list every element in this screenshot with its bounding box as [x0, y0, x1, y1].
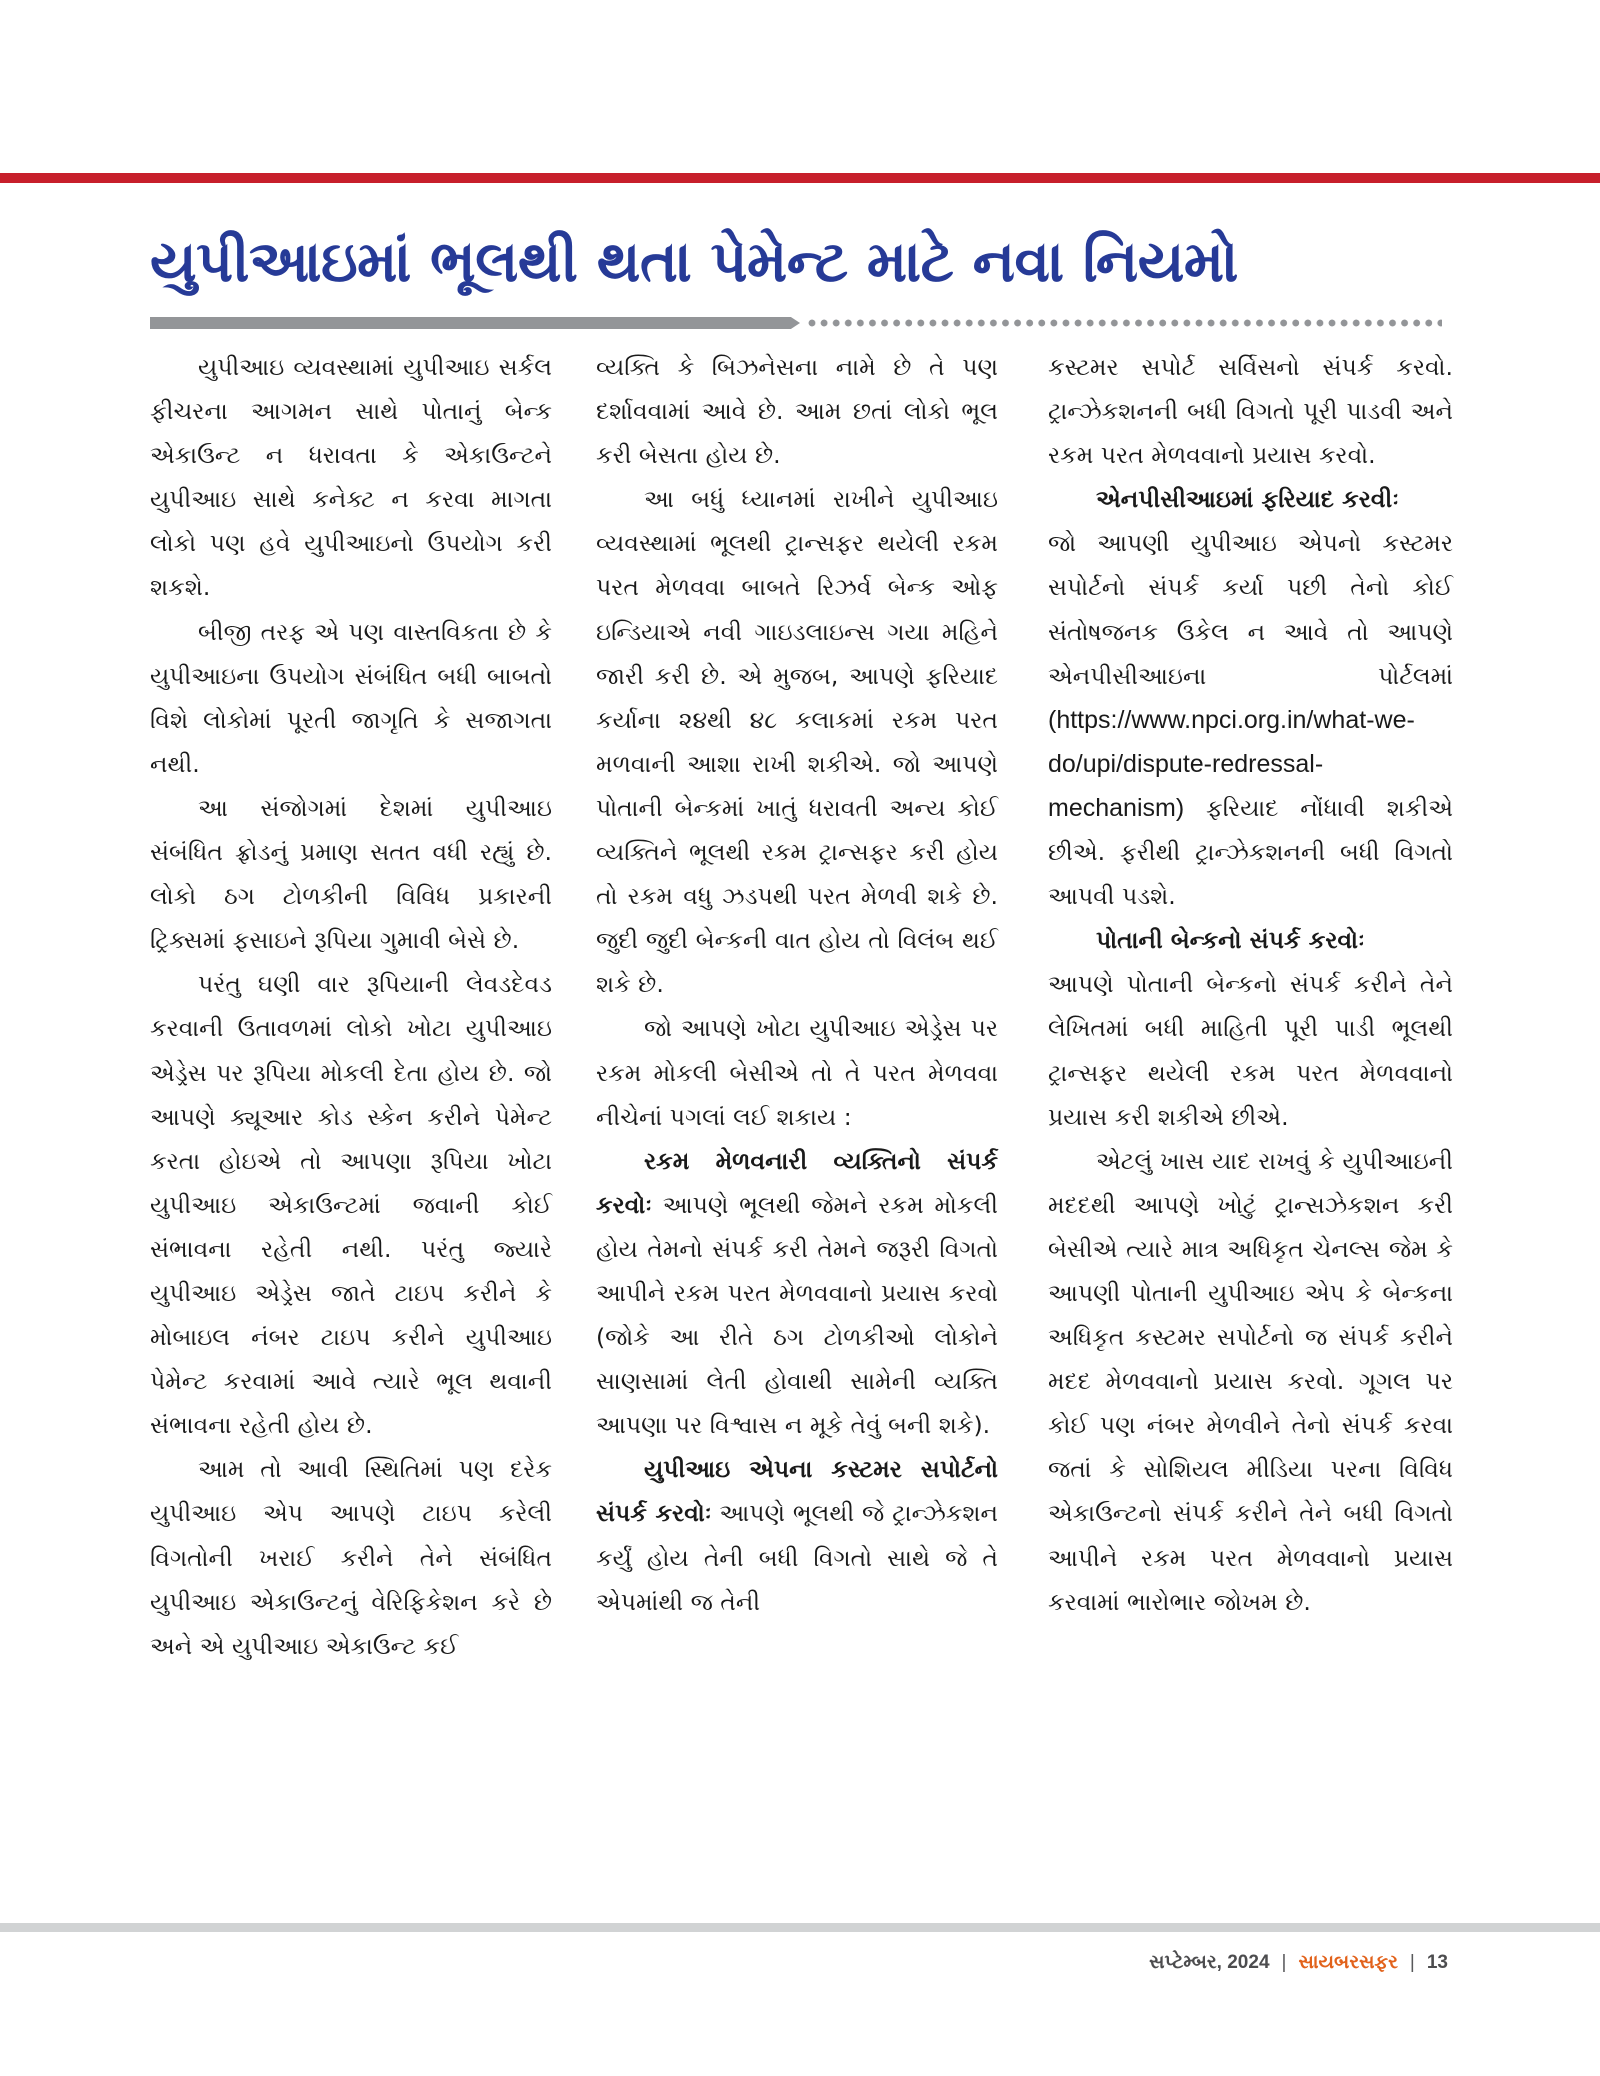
article-title: યુપીઆઇમાં ભૂલથી થતા પેમેન્ટ માટે નવા નિયમો — [150, 229, 1238, 295]
paragraph-text: જો આપણી યુપીઆઇ એપનો કસ્ટમર સપોર્ટનો સંપર્ક કર્યા પછી તેનો કોઈ સંતોષજનક ઉકેલ ન આવે તો આપણે એનપીસીઆઇના પોર્ટલમાં — [1048, 529, 1453, 690]
paragraph — [596, 1447, 998, 1623]
top-red-rule — [0, 173, 1600, 183]
paragraph — [1048, 521, 1453, 918]
magazine-brand: સાયબરસફર — [1298, 1952, 1398, 1973]
paragraph: બીજી તરફ એ પણ વાસ્તવિકતા છે કે યુપીઆઇના ઉપયોગ સંબંધિત બધી બાબતો વિશે લોકોમાં પૂરતી જાગૃતિ કે સજાગતા નથી. — [150, 617, 552, 778]
title-underline-solid — [150, 317, 800, 329]
page-footer — [1149, 1952, 1448, 1974]
paragraph: વ્યક્તિ કે બિઝનેસના નામે છે તે પણ દર્શાવવામાં આવે છે. આમ છતાં લોકો ભૂલ કરી બેસતા હોય છે. — [596, 353, 998, 470]
paragraph: પરંતુ ઘણી વાર રૂપિયાની લેવડદેવડ કરવાની ઉતાવળમાં લોકો ખોટા યુપીઆઇ એડ્રેસ પર રૂપિયા મોકલી દેતા હોય છે. જો આપણે ક્યૂઆર કોડ સ્કેન કરીને પેમેન્ટ કરતા હોઇએ તો આપણા રૂપિયા ખોટા યુપીઆઇ એકાઉન્ટમાં જવાની કોઈ સંભાવના રહેતી નથી. પરંતુ જ્યારે યુપીઆઇ એડ્રેસ જાતે ટાઇપ કરીને કે મોબાઇલ નંબર ટાઇપ કરીને યુપીઆઇ પેમેન્ટ કરવામાં આવે ત્યારે ભૂલ થવાની સંભાવના રહેતી હોય છે. — [150, 970, 552, 1440]
title-underline — [150, 317, 1450, 331]
paragraph-text: આપણે ભૂલથી જેમને રકમ મોકલી હોય તેમનો સંપર્ક કરી તેમને જરૂરી વિગતો આપીને રકમ પરત મેળવવાનો પ્રયાસ કરવો (જોકે આ રીતે ઠગ ટોળકીઓ લોકોને સાણસામાં લેતી હોવાથી સામેની વ્યક્તિ આપણા પર વિશ્વાસ ન મૂકે તેવું બની શકે). — [596, 1190, 998, 1440]
subheading-text: એનપીસીઆઇમાં ફરિયાદ કરવીઃ — [1096, 485, 1399, 514]
paragraph: આ બધું ધ્યાનમાં રાખીને યુપીઆઇ વ્યવસ્થામાં ભૂલથી ટ્રાન્સફર થયેલી રકમ પરત મેળવવા બાબતે રિઝર્વ બેન્ક ઓફ ઇન્ડિયાએ નવી ગાઇડલાઇન્સ ગયા મહિને જારી કરી છે. એ મુજબ, આપણે ફરિયાદ કર્યાના ૨૪થી ૪૮ કલાકમાં રકમ પરત મળવાની આશા રાખી શકીએ. જો આપણે પોતાની બેન્કમાં ખાતું ધરાવતી અન્ય કોઈ વ્યક્તિને ભૂલથી રકમ ટ્રાન્સફર કરી હોય તો રકમ વધુ ઝડપથી પરત મેળવી શકે છે. જુદી જુદી બેન્કની વાત હોય તો વિલંબ થઈ શકે છે. — [596, 485, 998, 999]
paragraph — [596, 1139, 998, 1448]
npci-portal-link[interactable]: (https://www.npci.org.in/what-we-do/upi/dispute-redressal-mechanism) — [1048, 705, 1415, 822]
column-3 — [1048, 345, 1453, 1624]
paragraph-text: આપણે ભૂલથી જે ટ્રાન્ઝેકશન કર્યું હોય તેની બધી વિગતો સાથે જે તે એપમાંથી જ તેની — [596, 1499, 998, 1616]
subheading-own-bank — [1048, 918, 1453, 962]
paragraph: એટલું ખાસ યાદ રાખવું કે યુપીઆઇની મદદથી આપણે ખોટું ટ્રાન્સઝેકશન કરી બેસીએ ત્યારે માત્ર અધિકૃત ચેનલ્સ જેમ કે આપણી પોતાની યુપીઆઇ એપ કે બેન્કના અધિકૃત કસ્ટમર સપોર્ટનો જ સંપર્ક કરીને મદદ મેળવવાનો પ્રયાસ કરવો. ગૂગલ પર કોઈ પણ નંબર મેળવીને તેનો સંપર્ક કરવા જતાં કે સોશિયલ મીડિયા પરના વિવિધ એકાઉન્ટનો સંપર્ક કરીને તેને બધી વિગતો આપીને રકમ પરત મેળવવાનો પ્રયાસ કરવામાં ભારોભાર જોખમ છે. — [1048, 1146, 1453, 1616]
column-2 — [596, 345, 998, 1624]
paragraph: આમ તો આવી સ્થિતિમાં પણ દરેક યુપીઆઇ એપ આપણે ટાઇપ કરેલી વિગતોની ખરાઈ કરીને તેને સંબંધિત યુપીઆઇ એકાઉન્ટનું વેરિફિકેશન કરે છે અને એ યુપીઆઇ એકાઉન્ટ કઈ — [150, 1455, 552, 1660]
paragraph: જો આપણે ખોટા યુપીઆઇ એડ્રેસ પર રકમ મોકલી બેસીએ તો તે પરત મેળવવા નીચેનાં પગલાં લઈ શકાય : — [596, 1014, 998, 1131]
issue-date: સપ્ટેમ્બર, 2024 — [1149, 1952, 1270, 1973]
footer-separator: | — [1281, 1952, 1287, 1973]
article-body — [150, 345, 1453, 1890]
paragraph: કસ્ટમર સપોર્ટ સર્વિસનો સંપર્ક કરવો. ટ્રાન્ઝેકશનની બધી વિગતો પૂરી પાડવી અને રકમ પરત મેળવવાનો પ્રયાસ કરવો. — [1048, 353, 1453, 470]
paragraph-text: ફરિયાદ નોંધાવી શકીએ છીએ. ફરીથી ટ્રાન્ઝેકશનની બધી વિગતો આપવી પડશે. — [1048, 793, 1453, 911]
subheading-app-support: યુપીઆઇ એપના કસ્ટમર સપોર્ટનો સંપર્ક કરવોઃ — [596, 1455, 998, 1528]
column-1 — [150, 345, 552, 1668]
title-underline-dots — [808, 319, 1442, 327]
paragraph: આ સંજોગમાં દેશમાં યુપીઆઇ સંબંધિત ફ્રોડનું પ્રમાણ સતત વધી રહ્યું છે. લોકો ઠગ ટોળકીની વિવિધ પ્રકારની ટ્રિક્સમાં ફસાઇને રૂપિયા ગુમાવી બેસે છે. — [150, 793, 552, 955]
paragraph: યુપીઆઇ વ્યવસ્થામાં યુપીઆઇ સર્કલ ફીચરના આગમન સાથે પોતાનું બેન્ક એકાઉન્ટ ન ધરાવતા કે એકાઉન્ટને યુપીઆઇ સાથે કનેક્ટ ન કરવા માગતા લોકો પણ હવે યુપીઆઇનો ઉપયોગ કરી શકશે. — [150, 353, 552, 602]
page-number: 13 — [1426, 1952, 1448, 1973]
footer-separator: | — [1409, 1952, 1415, 1973]
bottom-gray-rule — [0, 1923, 1600, 1932]
subheading-npci-complaint — [1048, 477, 1453, 521]
paragraph: આપણે પોતાની બેન્કનો સંપર્ક કરીને તેને લેખિતમાં બધી માહિતી પૂરી પાડી ભૂલથી ટ્રાન્સફર થયેલી રકમ પરત મેળવવાનો પ્રયાસ કરી શકીએ છીએ. — [1048, 970, 1453, 1131]
subheading-contact-recipient: રકમ મેળવનારી વ્યક્તિનો સંપર્ક કરવોઃ — [596, 1146, 998, 1219]
subheading-text: પોતાની બેન્કનો સંપર્ક કરવોઃ — [1096, 926, 1365, 955]
